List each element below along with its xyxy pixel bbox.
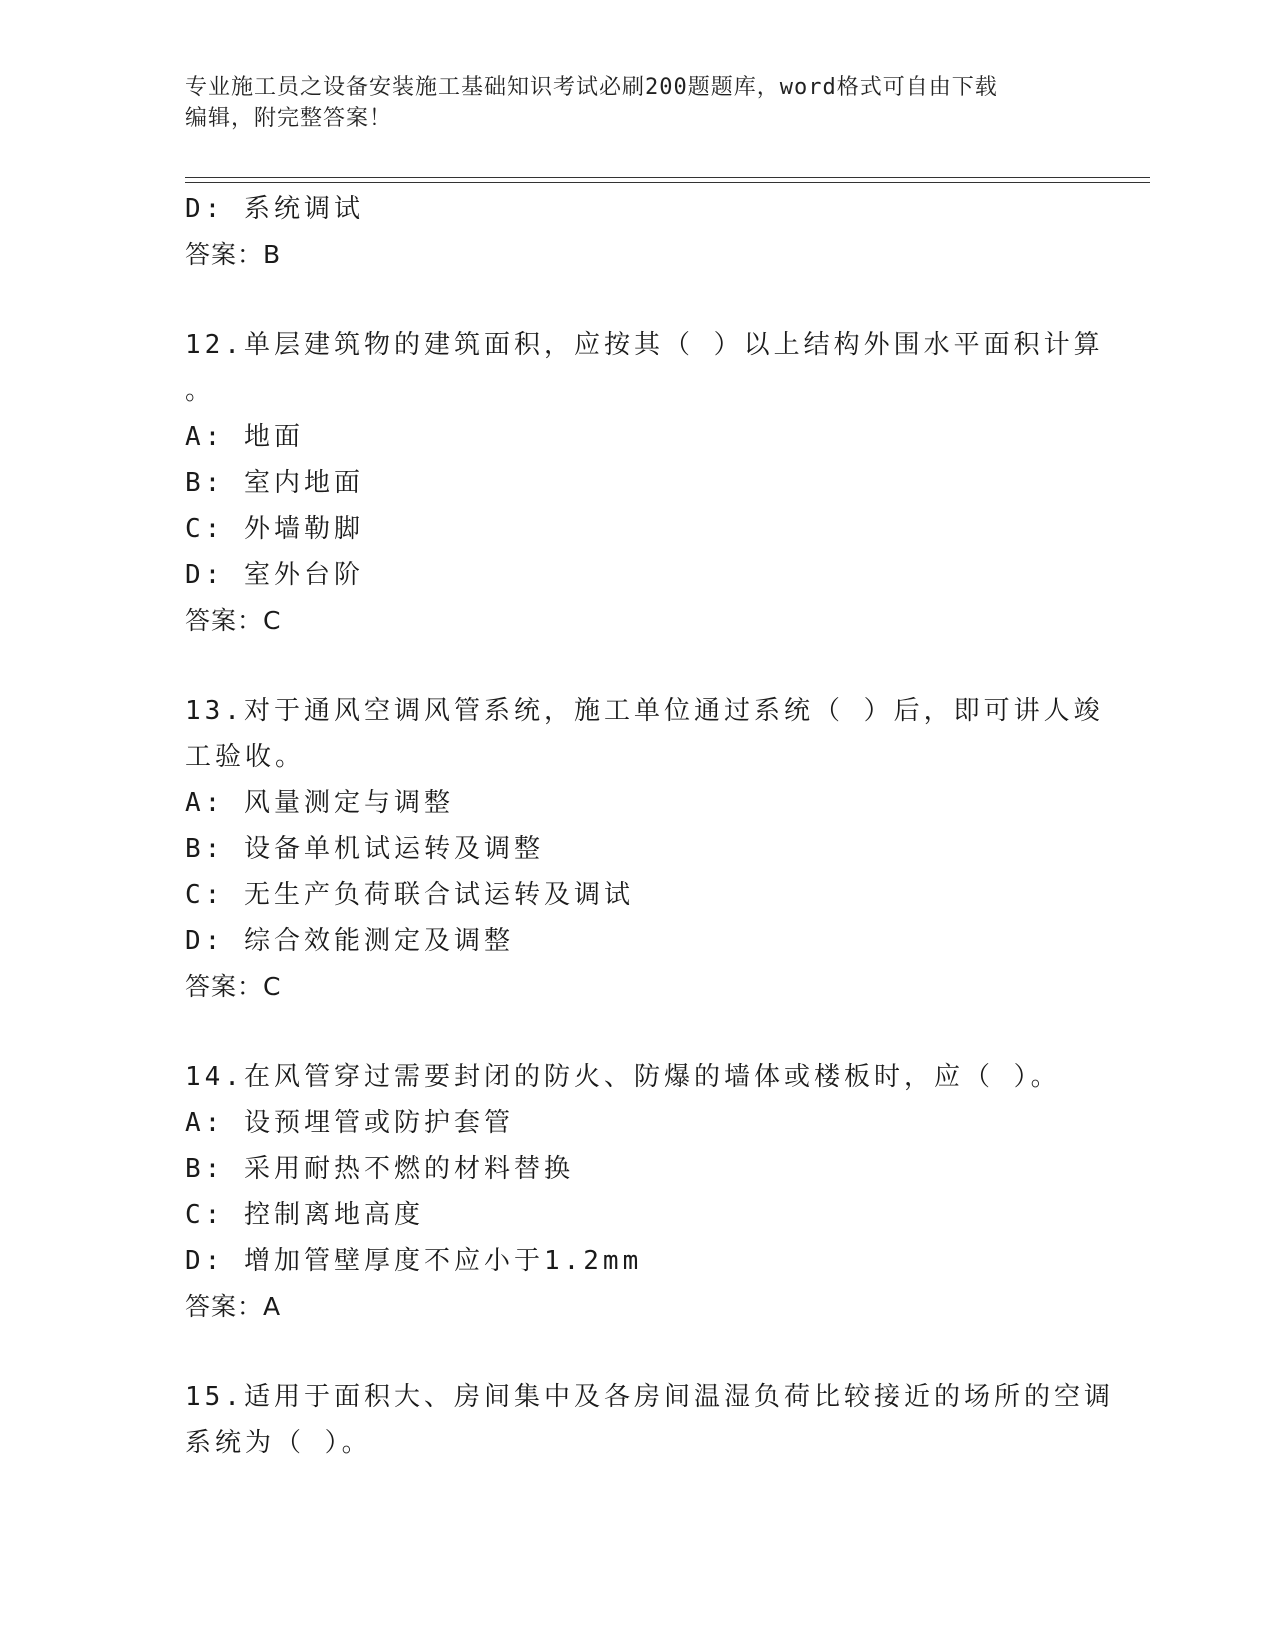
question-13-stem-line-2: 工验收。 (185, 742, 306, 772)
question-13-answer: 答案：C (185, 972, 282, 1001)
spacer (185, 278, 1085, 322)
question-12-option-c: C: 外墙勒脚 (185, 514, 364, 544)
spacer (185, 1330, 1085, 1374)
question-12-stem-line-2: 。 (185, 376, 216, 406)
question-15 (185, 1374, 1114, 1466)
question-12-option-d: D: 室外台阶 (185, 560, 364, 590)
header-divider-bottom (185, 182, 1150, 183)
question-11-answer: 答案：B (185, 240, 282, 269)
question-11-option-d: D: 系统调试 (185, 194, 364, 224)
header-title-line-2: 编辑，附完整答案！ (185, 106, 393, 131)
question-13-option-a: A: 风量测定与调整 (185, 788, 454, 818)
question-14-answer: 答案：A (185, 1292, 282, 1321)
question-13-option-c: C: 无生产负荷联合试运转及调试 (185, 880, 634, 910)
header-title-line-1: 专业施工员之设备安装施工基础知识考试必刷200题题库，word格式可自由下载 (185, 75, 998, 100)
document-header (185, 72, 1075, 134)
question-14-option-a: A: 设预埋管或防护套管 (185, 1108, 514, 1138)
question-12 (185, 322, 1104, 644)
question-11 (185, 186, 1085, 278)
question-15-stem-line-2: 系统为（ ）。 (185, 1428, 372, 1458)
question-12-answer: 答案：C (185, 606, 282, 635)
question-12-option-b: B: 室内地面 (185, 468, 364, 498)
question-12-option-a: A: 地面 (185, 422, 304, 452)
question-12-stem-line-1: 12.单层建筑物的建筑面积，应按其（ ）以上结构外围水平面积计算 (185, 330, 1104, 360)
question-14-option-d: D: 增加管壁厚度不应小于1.2mm (185, 1246, 643, 1276)
header-divider-top (185, 177, 1150, 178)
question-14 (185, 1054, 1085, 1330)
question-14-option-c: C: 控制离地高度 (185, 1200, 424, 1230)
question-14-stem: 14.在风管穿过需要封闭的防火、防爆的墙体或楼板时，应（ ）。 (185, 1062, 1061, 1092)
question-13-option-d: D: 综合效能测定及调整 (185, 926, 514, 956)
question-13 (185, 688, 1104, 1010)
spacer (185, 644, 1085, 688)
question-15-stem-line-1: 15.适用于面积大、房间集中及各房间温湿负荷比较接近的场所的空调 (185, 1382, 1114, 1412)
question-14-option-b: B: 采用耐热不燃的材料替换 (185, 1154, 574, 1184)
spacer (185, 1010, 1085, 1054)
question-13-option-b: B: 设备单机试运转及调整 (185, 834, 544, 864)
question-list (185, 186, 1114, 1466)
question-13-stem-line-1: 13.对于通风空调风管系统，施工单位通过系统（ ）后，即可讲人竣 (185, 696, 1104, 726)
